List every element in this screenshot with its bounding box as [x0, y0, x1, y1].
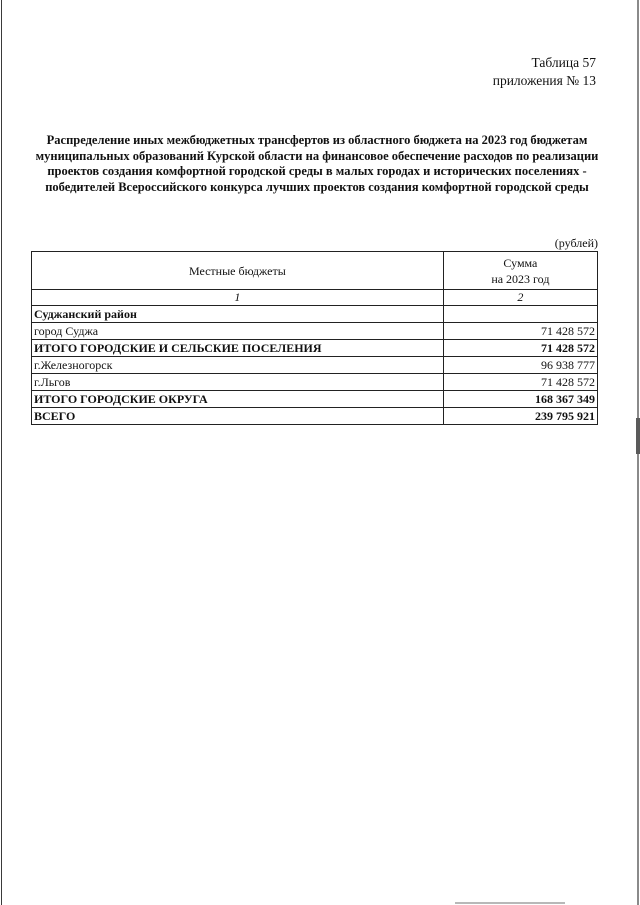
header-sum-line2: на 2023 год: [491, 271, 550, 286]
scan-left-edge: [1, 0, 2, 905]
row-name: ИТОГО ГОРОДСКИЕ ОКРУГА: [32, 391, 444, 408]
table-row: [32, 374, 598, 391]
row-sum: 71 428 572: [443, 340, 597, 357]
row-sum: 239 795 921: [443, 408, 597, 425]
table-row-subtotal: [32, 340, 598, 357]
row-name: ИТОГО ГОРОДСКИЕ И СЕЛЬСКИЕ ПОСЕЛЕНИЯ: [32, 340, 444, 357]
document-title: Распределение иных межбюджетных трансфертов из областного бюджета на 2023 год бюджетам муниципальных образований Курской области на финансовое обеспечение расходов по реализации проектов создания комфортной городской среды в малых городах и исторических поселениях - победителей Всероссийского конкурса лучших проектов создания комфортной городской среды: [35, 133, 599, 194]
row-sum: 96 938 777: [443, 357, 597, 374]
column-number-row: [32, 290, 598, 306]
table-row: [32, 306, 598, 323]
row-name: г.Льгов: [32, 374, 444, 391]
row-sum: [443, 306, 597, 323]
row-sum: 71 428 572: [443, 323, 597, 340]
header-local-budgets: Местные бюджеты: [32, 252, 444, 290]
scan-edge-mark: [636, 418, 640, 454]
appendix-number: приложения № 13: [492, 73, 596, 88]
table-row: [32, 323, 598, 340]
header-sum: [443, 252, 597, 290]
row-name: ВСЕГО: [32, 408, 444, 425]
header-sum-line1: Сумма: [503, 255, 538, 270]
column-number-2: 2: [443, 290, 597, 306]
row-name: город Суджа: [32, 323, 444, 340]
row-name: г.Железногорск: [32, 357, 444, 374]
units-label: (рублей): [554, 236, 598, 250]
row-name: Суджанский район: [32, 306, 444, 323]
table-row-subtotal: [32, 391, 598, 408]
table-row-total: [32, 408, 598, 425]
table-number: Таблица 57: [531, 55, 596, 70]
row-sum: 71 428 572: [443, 374, 597, 391]
table-reference: [493, 54, 596, 90]
column-number-1: 1: [32, 290, 444, 306]
budget-table: [31, 251, 598, 425]
table-header-row: [32, 252, 598, 290]
row-sum: 168 367 349: [443, 391, 597, 408]
scan-bottom-mark: [455, 902, 565, 904]
table-row: [32, 357, 598, 374]
